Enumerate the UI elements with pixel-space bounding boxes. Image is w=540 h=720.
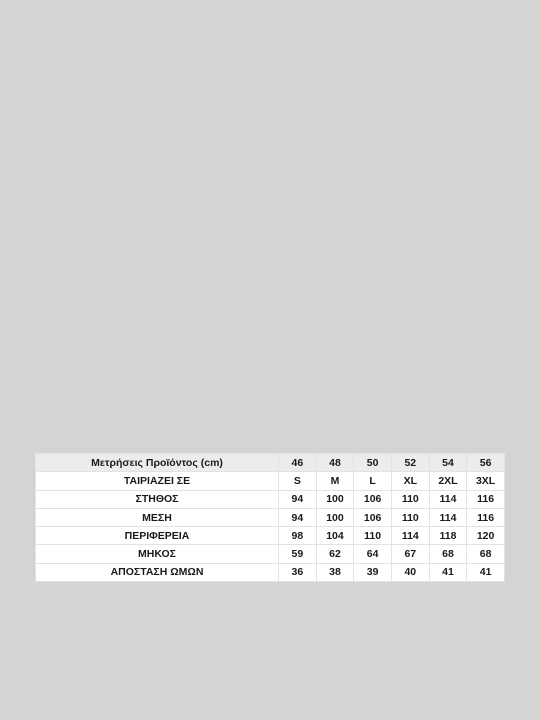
row-label-cell: ΠΕΡΙΦΕΡΕΙΑ xyxy=(36,527,279,545)
value-cell: 106 xyxy=(354,490,392,508)
value-cell: 40 xyxy=(391,563,429,581)
value-cell: 3XL xyxy=(467,472,505,490)
value-cell: 94 xyxy=(279,490,317,508)
value-cell: 110 xyxy=(354,527,392,545)
row-label-cell: ΑΠΟΣΤΑΣΗ ΩΜΩΝ xyxy=(36,563,279,581)
value-cell: 104 xyxy=(316,527,354,545)
row-label-cell: ΜΕΣΗ xyxy=(36,508,279,526)
value-cell: S xyxy=(279,472,317,490)
value-cell: 114 xyxy=(429,508,467,526)
value-cell: 41 xyxy=(429,563,467,581)
size-chart-table xyxy=(35,453,505,582)
value-cell: 106 xyxy=(354,508,392,526)
value-cell: 110 xyxy=(391,508,429,526)
value-cell: 116 xyxy=(467,508,505,526)
value-cell: 67 xyxy=(391,545,429,563)
value-cell: 114 xyxy=(429,490,467,508)
table-row-shoulder-width xyxy=(36,563,505,581)
value-cell: XL xyxy=(391,472,429,490)
header-size-cell: 52 xyxy=(391,454,429,472)
value-cell: 116 xyxy=(467,490,505,508)
value-cell: 64 xyxy=(354,545,392,563)
header-size-cell: 56 xyxy=(467,454,505,472)
value-cell: L xyxy=(354,472,392,490)
value-cell: 68 xyxy=(429,545,467,563)
value-cell: 100 xyxy=(316,508,354,526)
table-row-length xyxy=(36,545,505,563)
value-cell: 59 xyxy=(279,545,317,563)
value-cell: 94 xyxy=(279,508,317,526)
row-label-cell: ΜΗΚΟΣ xyxy=(36,545,279,563)
table-header-row xyxy=(36,454,505,472)
table-row-chest xyxy=(36,490,505,508)
value-cell: 41 xyxy=(467,563,505,581)
value-cell: 118 xyxy=(429,527,467,545)
header-size-cell: 48 xyxy=(316,454,354,472)
value-cell: M xyxy=(316,472,354,490)
value-cell: 114 xyxy=(391,527,429,545)
value-cell: 110 xyxy=(391,490,429,508)
value-cell: 120 xyxy=(467,527,505,545)
table-row-waist xyxy=(36,508,505,526)
header-size-cell: 50 xyxy=(354,454,392,472)
value-cell: 39 xyxy=(354,563,392,581)
header-size-cell: 54 xyxy=(429,454,467,472)
value-cell: 62 xyxy=(316,545,354,563)
value-cell: 68 xyxy=(467,545,505,563)
value-cell: 98 xyxy=(279,527,317,545)
row-label-cell: ΣΤΗΘΟΣ xyxy=(36,490,279,508)
header-label-cell: Μετρήσεις Προϊόντος (cm) xyxy=(36,454,279,472)
row-label-cell: ΤΑΙΡΙΑΖΕΙ ΣΕ xyxy=(36,472,279,490)
value-cell: 2XL xyxy=(429,472,467,490)
value-cell: 38 xyxy=(316,563,354,581)
header-size-cell: 46 xyxy=(279,454,317,472)
table-row-hips xyxy=(36,527,505,545)
value-cell: 100 xyxy=(316,490,354,508)
value-cell: 36 xyxy=(279,563,317,581)
table-row-fits xyxy=(36,472,505,490)
